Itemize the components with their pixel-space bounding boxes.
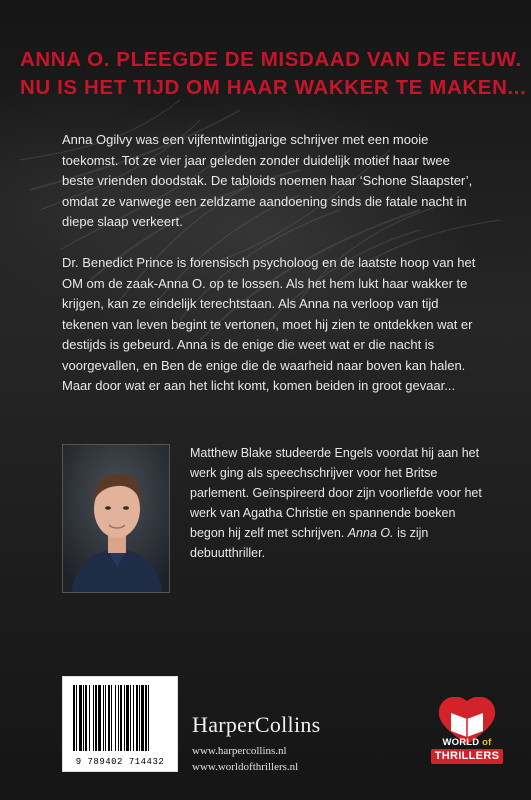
barcode-bar — [133, 685, 134, 751]
imprint-name-line-2: THRILLERS — [434, 750, 500, 762]
imprint-of: of — [482, 737, 492, 748]
barcode-bar — [103, 685, 104, 751]
barcode-bar — [79, 685, 82, 751]
barcode-bar — [126, 685, 129, 751]
barcode-bar — [111, 685, 112, 751]
barcode-bar — [93, 685, 94, 751]
imprint-url[interactable]: www.worldofthrillers.nl — [192, 761, 299, 773]
isbn-number: 9 789402 714432 — [75, 757, 165, 767]
barcode-bar — [83, 685, 84, 751]
barcode-bar — [139, 685, 140, 751]
barcode-bars — [69, 683, 173, 755]
barcode-bar — [141, 685, 144, 751]
blurb-paragraph-1: Anna Ogilvy was een vijfentwintigjarige schrijver met een mooie toekomst. Tot ze vier jaar geleden zonder duidelijk motief haar twee beste vrienden doodstak. De tabloids noemen haar ‘Schone Slaapster’, omdat ze vanwege een zeldzame aandoening sinds die fatale nacht in diepe slaap verkeert. — [62, 132, 473, 229]
barcode-bar — [89, 685, 90, 751]
barcode-bar — [95, 685, 97, 751]
barcode-bar — [105, 685, 106, 751]
barcode-bar — [130, 685, 131, 751]
imprint-name-line-1 — [423, 737, 511, 748]
barcode-bar — [124, 685, 125, 751]
barcode-bar — [76, 685, 77, 751]
barcode-bar — [118, 685, 119, 751]
isbn-barcode — [62, 676, 178, 772]
tagline — [20, 46, 527, 102]
barcode-bar — [136, 685, 138, 751]
barcode-bar — [98, 685, 101, 751]
barcode-bar — [120, 685, 122, 751]
author-bio — [190, 443, 490, 563]
barcode-bar — [73, 685, 75, 751]
barcode-bar — [145, 685, 147, 751]
tagline-line-1: ANNA O. PLEEGDE DE MISDAAD VAN DE EEUW. — [20, 48, 522, 71]
tagline-line-2: NU IS HET TIJD OM HAAR WAKKER TE MAKEN... — [20, 76, 527, 99]
author-bio-book-title: Anna O. — [347, 526, 394, 540]
barcode-bar — [85, 685, 87, 751]
barcode-bar — [115, 685, 116, 751]
author-bio-ending: is zijn debuutthriller. — [190, 526, 429, 560]
blurb-paragraph-2: Dr. Benedict Prince is forensisch psycholoog en de laatste hoop van het OM om de zaak-Anna O. op te lossen. Als het hem lukt haar wakker te krijgen, kan ze eindelijk terechtstaan. Als Anna na verloop van tijd tekenen van leven begint te vertonen, moet hij zien te ontdekken wat er destijds is gebeurd. Anna is de enige die weet wat er die nacht is voorgevallen, en Ben de enige die de waarheid naar boven kan halen. Maar door wat er aan het licht komt, komen beiden in groot gevaar... — [62, 255, 476, 393]
imprint-world: WORLD — [442, 737, 480, 748]
publisher-url[interactable]: www.harpercollins.nl — [192, 745, 287, 757]
author-bio-text: Matthew Blake studeerde Engels voordat hij aan het werk ging als speechschrijver voor het Britse parlement. Geïnspireerd door zijn voorliefde voor het werk van Agatha Christie en spannende boeken begon hij zelf met schrijven. — [190, 446, 482, 540]
publisher-logo: HarperCollins — [192, 712, 321, 737]
author-photo — [62, 444, 170, 593]
barcode-bar — [148, 685, 149, 751]
barcode-bar — [108, 685, 110, 751]
